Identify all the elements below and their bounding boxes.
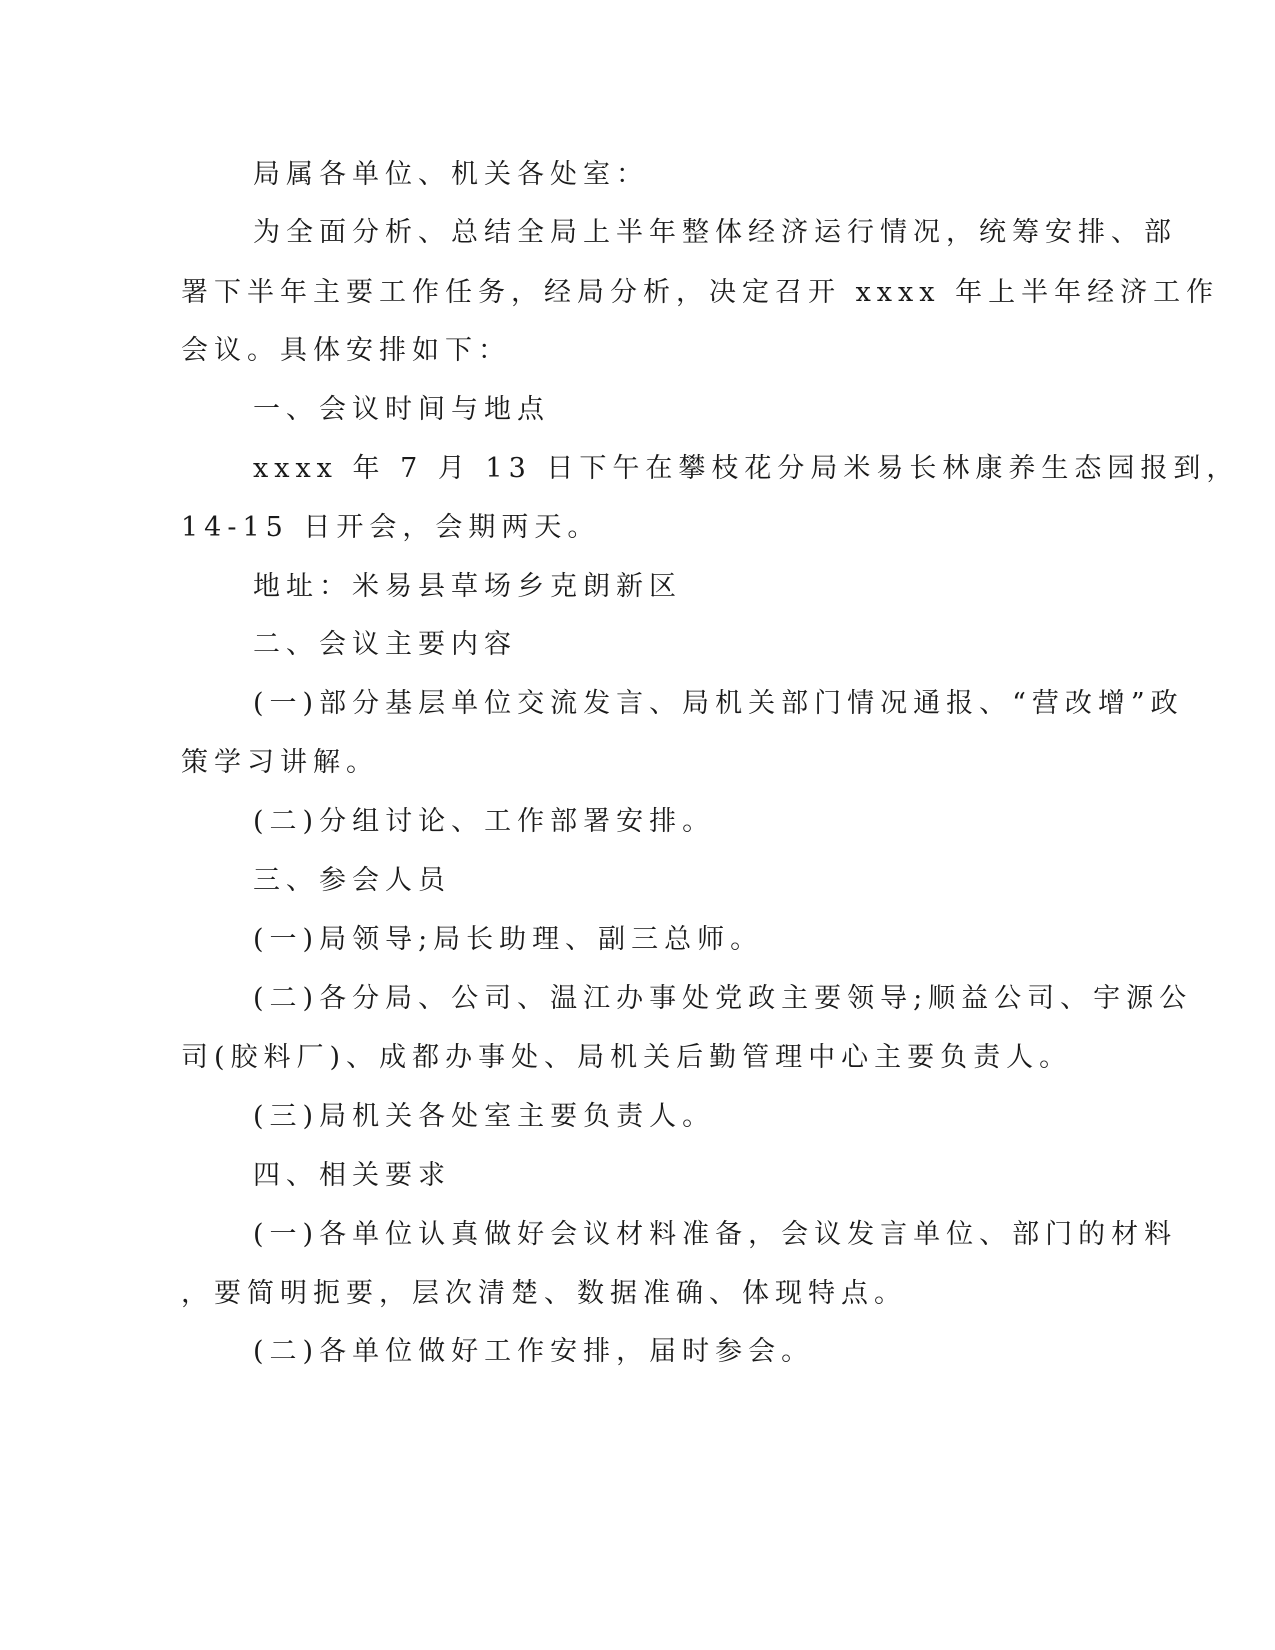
paragraph-line: 策学习讲解。 — [181, 747, 379, 778]
paragraph-line: ，要简明扼要，层次清楚、数据准确、体现特点。 — [181, 1278, 907, 1309]
paragraph-line: 司(胶料厂)、成都办事处、局机关后勤管理中心主要负责人。 — [181, 1042, 1073, 1073]
paragraph-line: (一)各单位认真做好会议材料准备，会议发言单位、部门的材料 — [253, 1219, 1178, 1250]
paragraph-line: (二)各分局、公司、温江办事处党政主要领导;顺益公司、宇源公 — [253, 983, 1193, 1014]
paragraph-line: (二)分组讨论、工作部署安排。 — [253, 806, 716, 837]
salutation: 局属各单位、机关各处室： — [253, 159, 649, 190]
section-heading: 一、会议时间与地点 — [253, 394, 550, 425]
paragraph-line: 署下半年主要工作任务，经局分析，决定召开 xxxx 年上半年经济工作 — [181, 277, 1220, 308]
section-heading: 四、相关要求 — [253, 1160, 451, 1191]
paragraph-line: (二)各单位做好工作安排，届时参会。 — [253, 1336, 815, 1367]
section-heading: 二、会议主要内容 — [253, 629, 517, 660]
paragraph-line: (三)局机关各处室主要负责人。 — [253, 1101, 716, 1132]
paragraph-line: (一)部分基层单位交流发言、局机关部门情况通报、“营改增”政 — [253, 688, 1184, 719]
paragraph-line: 14-15 日开会，会期两天。 — [181, 512, 601, 543]
paragraph-line: xxxx 年 7 月 13 日下午在攀枝花分局米易长林康养生态园报到， — [253, 453, 1240, 484]
paragraph-line: (一)局领导;局长助理、副三总师。 — [253, 924, 764, 955]
paragraph-line: 地址：米易县草场乡克朗新区 — [253, 571, 682, 602]
paragraph-line: 会议。具体安排如下： — [181, 335, 511, 366]
section-heading: 三、参会人员 — [253, 865, 451, 896]
paragraph-line: 为全面分析、总结全局上半年整体经济运行情况，统筹安排、部 — [253, 217, 1177, 248]
